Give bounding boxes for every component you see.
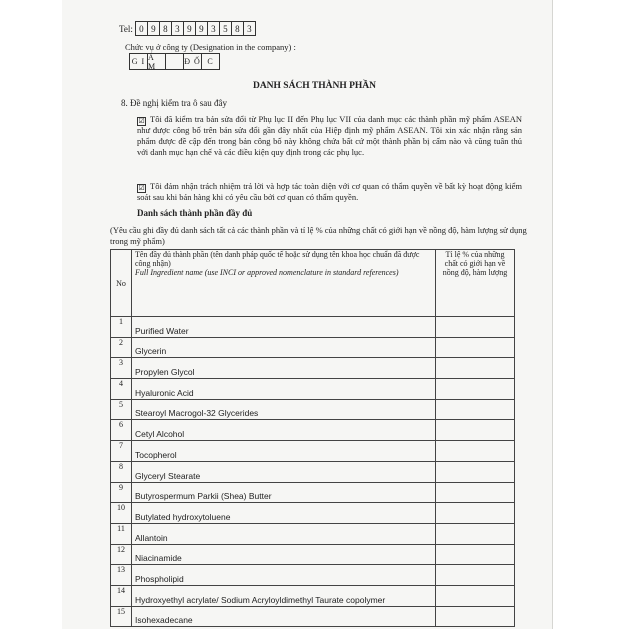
designation-boxes	[129, 53, 220, 70]
tel-digit-boxes	[135, 21, 256, 36]
designation-label: Chức vụ ở công ty (Designation in the company) :	[125, 42, 296, 52]
ingredient-percentage	[436, 523, 515, 544]
header-no: No	[111, 250, 132, 317]
table-row	[111, 358, 515, 379]
ingredient-percentage	[436, 482, 515, 503]
row-number: 15	[111, 606, 132, 627]
row-number: 11	[111, 523, 132, 544]
tel-digit-box: 8	[160, 21, 172, 36]
ingredient-list-subtitle: Danh sách thành phần đầy đủ	[137, 208, 253, 218]
tel-digit-box: 9	[196, 21, 208, 36]
designation-letter-box: Á M	[148, 53, 166, 70]
table-row	[111, 317, 515, 338]
ingredient-percentage	[436, 503, 515, 524]
declaration-paragraph-1	[137, 114, 522, 158]
designation-letter-box	[166, 53, 184, 70]
table-row	[111, 544, 515, 565]
tel-digit-box: 8	[232, 21, 244, 36]
ingredient-name: Phospholipid	[132, 565, 436, 586]
table-row	[111, 420, 515, 441]
tel-digit-box: 9	[148, 21, 160, 36]
tel-digit-box: 0	[135, 21, 148, 36]
tel-digit-box: 3	[208, 21, 220, 36]
row-number: 2	[111, 337, 132, 358]
checkbox-checked-icon[interactable]: ☑	[138, 184, 145, 192]
ingredient-name: Hydroxyethyl acrylate/ Sodium Acryloyldimethyl Taurate copolymer	[132, 585, 436, 606]
row-number: 6	[111, 420, 132, 441]
row-number: 9	[111, 482, 132, 503]
row-number: 4	[111, 379, 132, 400]
ingredient-rows	[111, 317, 515, 627]
table-row	[111, 482, 515, 503]
ingredient-percentage	[436, 317, 515, 338]
ingredient-name: Allantoin	[132, 523, 436, 544]
row-number: 13	[111, 565, 132, 586]
ingredient-name: Stearoyl Macrogol-32 Glycerides	[132, 399, 436, 420]
table-row	[111, 379, 515, 400]
designation-letter-box: Đ Ố	[184, 53, 202, 70]
ingredient-name: Hyaluronic Acid	[132, 379, 436, 400]
row-number: 7	[111, 441, 132, 462]
tel-digit-box: 5	[220, 21, 232, 36]
ingredient-name: Glycerin	[132, 337, 436, 358]
page-title: DANH SÁCH THÀNH PHẦN	[252, 81, 377, 91]
ingredient-percentage	[436, 585, 515, 606]
ingredient-name: Cetyl Alcohol	[132, 420, 436, 441]
table-row	[111, 606, 515, 627]
tel-digit-box: 3	[244, 21, 256, 36]
tel-label: Tel:	[119, 23, 133, 34]
row-number: 8	[111, 461, 132, 482]
checkbox-checked-icon[interactable]: ☑	[138, 117, 145, 125]
ingredient-percentage	[436, 461, 515, 482]
ingredient-percentage	[436, 565, 515, 586]
declaration-text-1: Tôi đã kiểm tra bản sửa đổi từ Phụ lục II đến Phụ lục VII của danh mục các thành phần mỹ phẩm ASEAN như được công bố trên bản sửa đổi gần đây nhất của Hiệp định mỹ phẩm ASEAN. Tôi xin xác nhận rằng sản phẩm được đề cập đến trong bản công bố này không chứa bất cứ một thành phần bị cấm nào và cũng tuân thủ với danh mục hạn chế và các điều kiện quy định trong các phụ lục.	[137, 114, 522, 157]
tel-digit-box: 9	[184, 21, 196, 36]
ingredient-percentage	[436, 399, 515, 420]
table-row	[111, 441, 515, 462]
table-header-row	[111, 250, 515, 317]
ingredient-percentage	[436, 606, 515, 627]
row-number: 14	[111, 585, 132, 606]
declaration-paragraph-2	[137, 181, 522, 203]
tel-line	[119, 21, 256, 36]
ingredient-percentage	[436, 420, 515, 441]
ingredient-percentage	[436, 337, 515, 358]
ingredient-percentage	[436, 379, 515, 400]
table-row	[111, 523, 515, 544]
ingredient-name: Niacinamide	[132, 544, 436, 565]
ingredient-percentage	[436, 441, 515, 462]
ingredient-name: Butyrospermum Parkii (Shea) Butter	[132, 482, 436, 503]
ingredient-name: Purified Water	[132, 317, 436, 338]
table-row	[111, 585, 515, 606]
designation-letter-box: C	[202, 53, 220, 70]
ingredient-name: Butylated hydroxytoluene	[132, 503, 436, 524]
ingredient-name: Isohexadecane	[132, 606, 436, 627]
table-row	[111, 565, 515, 586]
row-number: 10	[111, 503, 132, 524]
header-name-en: Full Ingredient name (use INCI or approved nomenclature in standard references)	[135, 268, 399, 277]
table-row	[111, 337, 515, 358]
header-percentage: Tỉ lệ % của những chất có giới hạn về nồng độ, hàm lượng	[436, 250, 515, 317]
ingredient-percentage	[436, 544, 515, 565]
row-number: 3	[111, 358, 132, 379]
ingredient-percentage	[436, 358, 515, 379]
header-ingredient-name	[132, 250, 436, 317]
row-number: 12	[111, 544, 132, 565]
table-row	[111, 399, 515, 420]
ingredient-name: Tocopherol	[132, 441, 436, 462]
row-number: 5	[111, 399, 132, 420]
tel-digit-box: 3	[172, 21, 184, 36]
ingredient-list-note: (Yêu cầu ghi đầy đủ danh sách tất cả các thành phần và tỉ lệ % của những chất có giới hạn về nồng độ, hàm lượng sử dụng trong mỹ phẩm)	[110, 225, 527, 246]
ingredient-name: Glyceryl Stearate	[132, 461, 436, 482]
section-8-heading: 8. Đề nghị kiểm tra ô sau đây	[121, 98, 227, 108]
table-row	[111, 461, 515, 482]
header-name-vi: Tên đầy đủ thành phần (tên danh pháp quốc tế hoặc sử dụng tên khoa học chuẩn đã được công nhận)	[135, 250, 420, 268]
declaration-text-2: Tôi đảm nhận trách nhiệm trả lời và hợp tác toàn diện với cơ quan có thẩm quyền về bất kỳ hoạt động kiểm soát sau khi bán hàng khi có yêu cầu bởi cơ quan có thẩm quyền.	[137, 181, 522, 202]
ingredient-name: Propylen Glycol	[132, 358, 436, 379]
row-number: 1	[111, 317, 132, 338]
designation-letter-box: G I	[129, 53, 148, 70]
table-row	[111, 503, 515, 524]
ingredient-table	[110, 249, 515, 627]
